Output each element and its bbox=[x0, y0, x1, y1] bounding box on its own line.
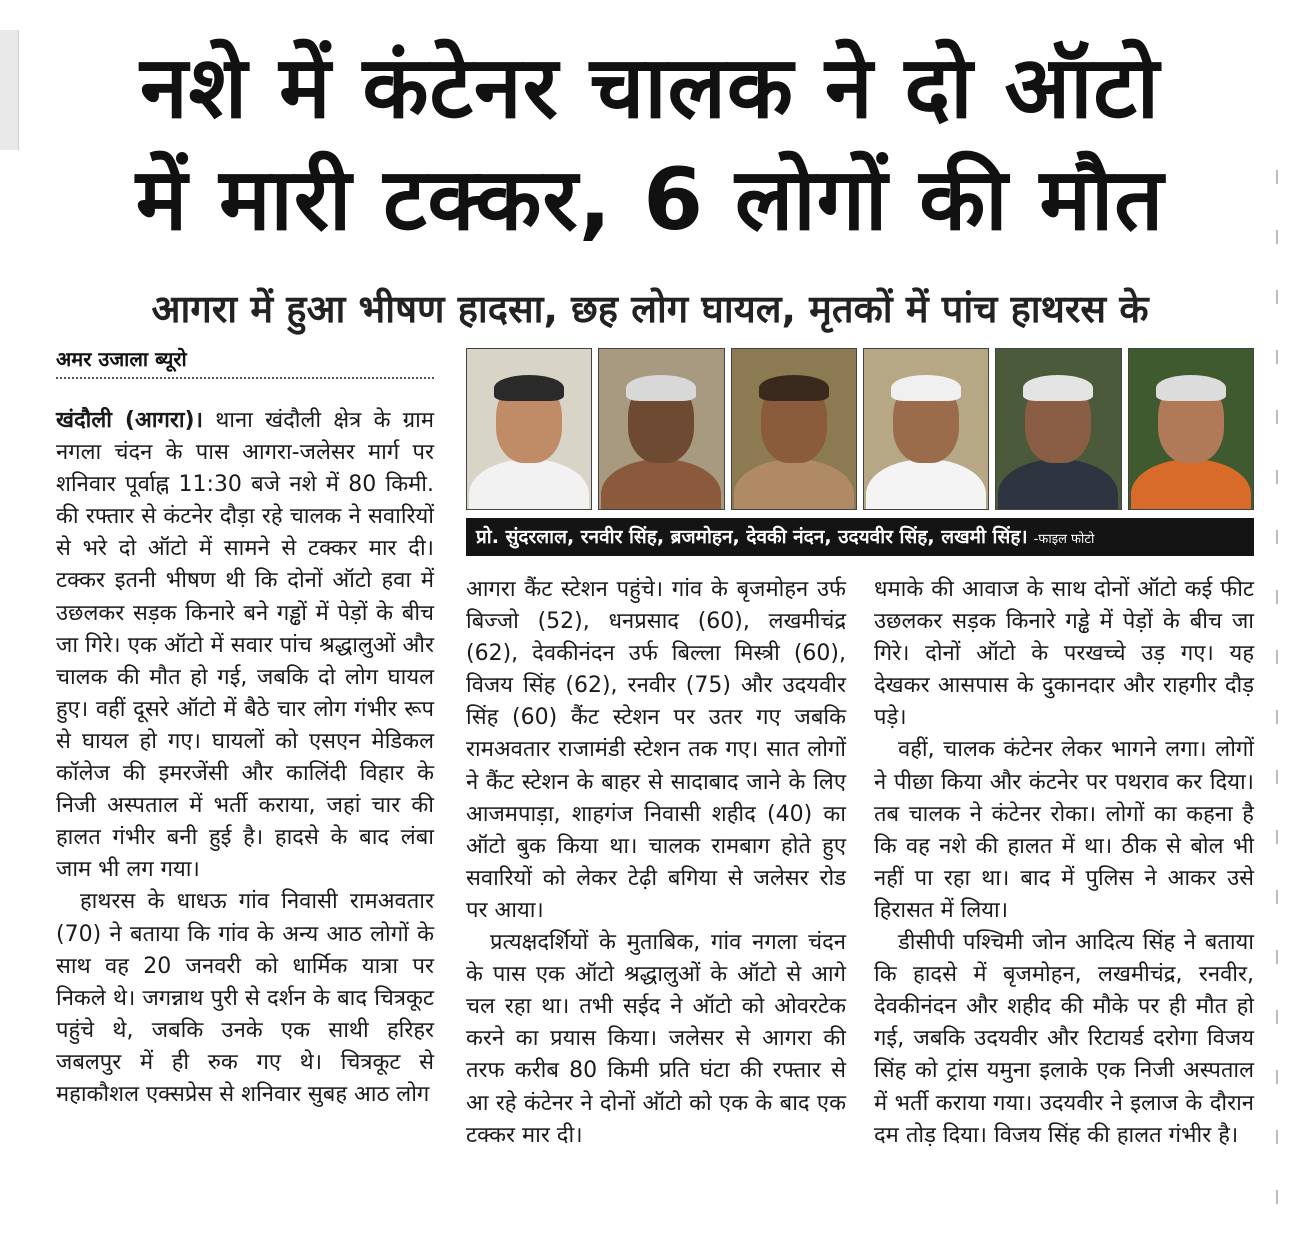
portrait-photo-2 bbox=[598, 348, 724, 510]
portrait-photo-1 bbox=[466, 348, 592, 510]
photo-credit: -फाइल फोटो bbox=[1033, 532, 1095, 547]
article-paragraph: हाथरस के धाधऊ गांव निवासी रामअवतार (70) ने बताया कि गांव के अन्य आठ लोगों के साथ वह 20 जनवरी को धार्मिक यात्रा पर निकले थे। जगन्नाथ पुरी से दर्शन के बाद चित्रकूट पहुंचे थे, जबकि उनके एक साथी हरिहर जबलपुर में ही रुक गए थे। चित्रकूट से महाकौशल एक्सप्रेस से शनिवार सुबह आठ लोग bbox=[56, 889, 434, 1107]
article-paragraph: डीसीपी पश्चिमी जोन आदित्य सिंह ने बताया कि हादसे में बृजमोहन, लखमीचंद्र, रनवीर, देवकीनंदन और शहीद की मौके पर ही मौत हो गई, जबकि उदयवीर और रिटायर्ड दरोगा विजय सिंह को ट्रांस यमुना इलाके एक निजी अस्पताल में भर्ती कराया गया। उदयवीर ने इलाज के दौरान दम तोड़ दिया। विजय सिंह की हालत गंभीर है। bbox=[874, 930, 1254, 1148]
byline: अमर उजाला ब्यूरो bbox=[56, 345, 434, 379]
headline-line-2: में मारी टक्कर, 6 लोगों की मौत bbox=[135, 150, 1165, 250]
article-paragraph: प्रत्यक्षदर्शियों के मुताबिक, गांव नगला चंदन के पास एक ऑटो श्रद्धालुओं के ऑटो से आगे चल रहा था। तभी सईद ने ऑटो को ओवरटेक करने का प्रयास किया। जलेसर से आगरा की तरफ करीब 80 किमी प्रति घंटा की रफ्तार से आ रहे कंटेनर ने दोनों ऑटो को एक के बाद एक टक्कर मार दी। bbox=[466, 930, 846, 1148]
page-fold-marks bbox=[1276, 170, 1278, 1220]
article-column-2 bbox=[466, 574, 846, 1152]
article-column-3 bbox=[874, 574, 1254, 1152]
portrait-photo-3 bbox=[731, 348, 857, 510]
subheadline: आगरा में हुआ भीषण हादसा, छह लोग घायल, मृतकों में पांच हाथरस के bbox=[151, 287, 1149, 331]
headline bbox=[30, 32, 1270, 256]
article-column-1 bbox=[56, 405, 434, 1111]
page-edge bbox=[0, 30, 19, 150]
portrait-photo-5 bbox=[995, 348, 1121, 510]
dateline: खंदौली (आगरा)। bbox=[56, 408, 203, 433]
portrait-photo-6 bbox=[1128, 348, 1254, 510]
photo-caption-names: प्रो. सुंदरलाल, रनवीर सिंह, ब्रजमोहन, देवकी नंदन, उदयवीर सिंह, लखमी सिंह। bbox=[476, 526, 1028, 548]
headline-line-1: नशे में कंटेनर चालक ने दो ऑटो bbox=[139, 38, 1161, 138]
article-paragraph bbox=[56, 405, 434, 886]
portrait-photo-4 bbox=[863, 348, 989, 510]
photo-strip bbox=[466, 348, 1254, 508]
article-paragraph: वहीं, चालक कंटेनर लेकर भागने लगा। लोगों ने पीछा किया और कंटनेर पर पथराव कर दिया। तब चालक ने कंटेनर रोका। लोगों का कहना है कि वह नशे की हालत में था। ठीक से बोल भी नहीं पा रहा था। बाद में पुलिस ने आकर उसे हिरासत में लिया। bbox=[874, 737, 1254, 923]
article-paragraph: आगरा कैंट स्टेशन पहुंचे। गांव के बृजमोहन उर्फ बिज्जो (52), धनप्रसाद (60), लखमीचंद्र (62), देवकीनंदन उर्फ बिल्ला मिस्त्री (60), विजय सिंह (62), रनवीर (75) और उदयवीर सिंह (60) कैंट स्टेशन पर उतर गए जबकि रामअवतार राजामंडी स्टेशन तक गए। सात लोगों ने कैंट स्टेशन के बाहर से सादाबाद जाने के लिए आजमपाड़ा, शाहगंज निवासी शहीद (40) का ऑटो बुक किया था। चालक रामबाग होते हुए सवारियों को लेकर टेढ़ी बगिया से जलेसर रोड पर आया। bbox=[466, 577, 846, 923]
photo-caption bbox=[466, 518, 1254, 556]
article-paragraph: धमाके की आवाज के साथ दोनों ऑटो कई फीट उछलकर सड़क किनारे गड्ढे में पेड़ों के बीच जा गिरे। दोनों ऑटो के परखच्चे उड़ गए। यह देखकर आसपास के दुकानदार और राहगीर दौड़ पड़े। bbox=[874, 577, 1254, 731]
paragraph-text: थाना खंदौली क्षेत्र के ग्राम नगला चंदन के पास आगरा-जलेसर मार्ग पर शनिवार पूर्वाह्न 11:30 बजे नशे में 80 किमी. की रफ्तार से कंटनेर दौड़ा रहे चालक ने सवारियों से भरे दो ऑटो में सामने से टक्कर मार दी। टक्कर इतनी भीषण थी कि दोनों ऑटो हवा में उछलकर सड़क किनारे बने गड्ढों में पेड़ों के बीच जा गिरे। एक ऑटो में सवार पांच श्रद्धालुओं और चालक की मौत हो गई, जबकि दो लोग घायल हुए। वहीं दूसरे ऑटो में बैठे चार लोग गंभीर रूप से घायल हो गए। घायलों को एसएन मेडिकल कॉलेज की इमरजेंसी और कालिंदी विहार के निजी अस्पताल में भर्ती कराया, जहां चार की हालत गंभीर बनी हुई है। हादसे के बाद लंबा जाम भी लग गया। bbox=[56, 408, 434, 883]
